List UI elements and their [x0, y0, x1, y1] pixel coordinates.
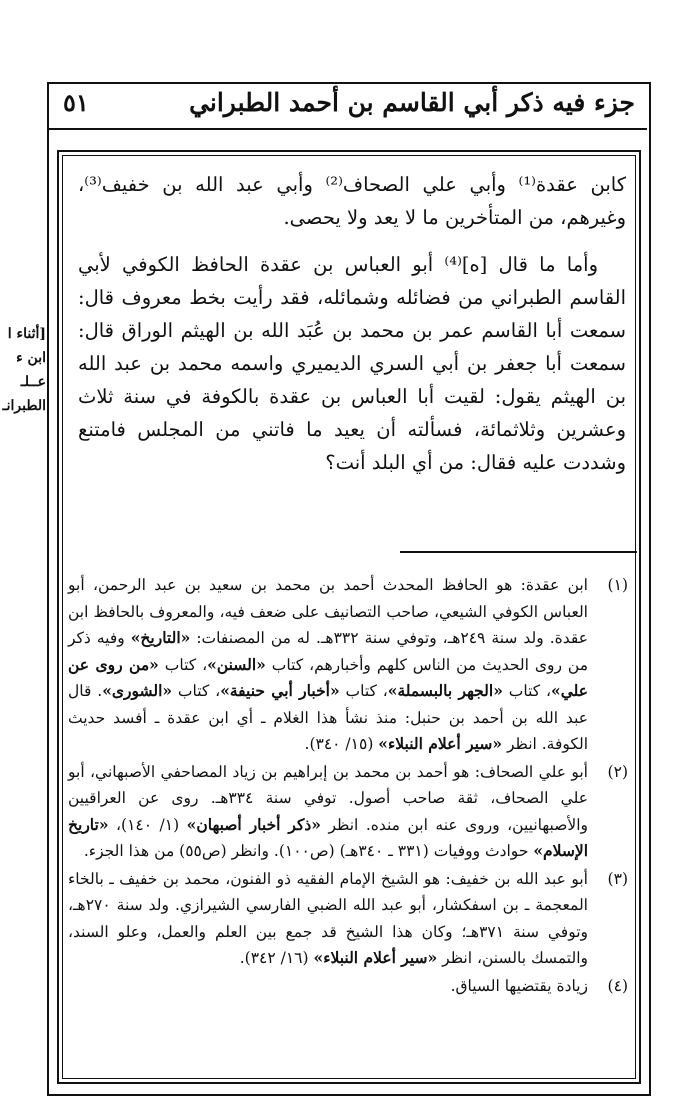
footnote-1 [68, 572, 628, 758]
book-title: «الشورى» [102, 681, 173, 700]
footnote-number: (١) [607, 576, 628, 594]
paragraph-2: وأما ما قال [ه]⁽⁴⁾ أبو العباس بن عقدة الحافظ الكوفي لأبي القاسم الطبراني من فضائله وشمائله، فقد رأيت بخط معروف قال: سمعت أبا القاسم عمر بن محمد بن عُبَد الله بن الهيثم الوراق قال: سمعت أبا جعفر بن أبي السري الديميري واسمه محمد بن عبد الله بن الهيثم يقول: لقيت أبا العباس بن عقدة بالكوفة في سنة ثلاث وعشرين وثلاثمائة، فسألته أن يعيد ما فاتني من المجلس فامتنع وشددت عليه فقال: من أي البلد أنت؟ [78, 253, 626, 474]
book-title: «سير أعلام النبلاء» [313, 948, 438, 967]
margin-note [0, 322, 46, 418]
footnote-4 [68, 973, 628, 1000]
book-title: «من روى عن علي» [68, 654, 589, 700]
footnote-segment: ابن عقدة: هو الحافظ المحدث أحمد بن محمد بن سعيد بن عبد الرحمن، أبو العباس الكوفي الشيعي، صاحب التصانيف على ضعف فيه، والمعروف بالحافظ ابن عقدة. ولد سنة ٢٤٩هـ، وتوفي سنة ٣٣٢هـ. له من المصنفات: [68, 576, 588, 647]
paragraph-1: كابن عقدة⁽¹⁾ وأبي علي الصحاف⁽²⁾ وأبي عبد الله بن خفيف⁽³⁾، وغيرهم، من المتأخرين ما لا يعد ولا يحصى. [78, 173, 627, 229]
footnote-text [68, 572, 588, 758]
book-title: «ذكر أخبار أصبهان» [186, 814, 321, 834]
page-header [47, 82, 647, 130]
footnote-segment: (١/ ١٤٠)، [108, 815, 187, 834]
book-title: «سير أعلام النبلاء» [378, 734, 503, 753]
footnote-text [68, 759, 588, 865]
margin-note-line: عــلـ [20, 374, 46, 390]
footnote-segment: ، كتاب [172, 682, 221, 700]
footnote-segment: (١٦/ ٣٤٢). [239, 949, 314, 967]
footnote-segment: . قال عبد الله بن أحمد بن حنبل: منذ نشأ هذا الغلام ـ أي ابن عقدة ـ أفسد حديث الكوفة. انظر [68, 682, 588, 753]
footnote-segment: (١٥/ ٣٤٠). [304, 735, 379, 753]
book-title: «تاريخ الإسلام» [68, 814, 588, 860]
margin-note-line: الطبرانـ [2, 398, 46, 414]
footnote-segment: حوادث ووفيات (٣٣١ ـ ٣٤٠هـ) (ص١٠٠). وانظر (ص٥٥) من هذا الجزء. [83, 842, 534, 860]
footnote-separator [400, 551, 637, 553]
book-title: «أخبار أبي حنيفة» [220, 681, 340, 700]
margin-note-line: [أثناء ا [7, 326, 46, 342]
footnote-segment: وفيه ذكر من روى الحديث من الناس كلهم وأخبارهم، كتاب [68, 629, 589, 674]
footnote-2 [68, 759, 628, 865]
book-title: «التاريخ» [130, 628, 191, 647]
footnote-segment: أبو عبد الله بن خفيف: هو الشيخ الإمام الفقيه ذو الفنون، محمد بن خفيف ـ بالخاء المعجمة ـ بن اسفكشار، أبو عبد الله الضبي الفارسي الشيرازي. ولد سنة ٢٧٠هـ، وتوفي سنة ٣٧١هـ؛ وكان هذا الشيخ قد جمع بين العلم والعمل، وعلو السند، والتمسك بالسنن، انظر [68, 869, 589, 967]
footnote-3 [68, 866, 628, 972]
page-number: ٥١ [63, 88, 89, 117]
book-title: «الجهر بالبسملة» [387, 681, 503, 700]
footnotes [68, 572, 628, 999]
footnote-segment: ، كتاب [158, 655, 208, 674]
footnote-number: (٣) [607, 869, 628, 888]
footnote-segment: ، كتاب [502, 682, 552, 700]
margin-note-line: ابن ء [16, 350, 46, 366]
footnote-text [68, 866, 588, 972]
footnote-segment: أبو علي الصحاف: هو أحمد بن محمد بن إبراهيم بن زياد المصاحفي الأصبهاني، أبو علي الصحاف، ثقة صاحب أصول. توفي سنة ٣٣٤هـ. روى عن العراقيين والأصبهانيين، وروى عنه ابن منده. انظر [68, 762, 588, 834]
main-text [78, 168, 626, 479]
footnote-text [68, 973, 588, 1000]
footnote-segment: زيادة يقتضيها السياق. [450, 976, 588, 995]
running-title: جزء فيه ذكر أبي القاسم بن أحمد الطبراني [189, 88, 635, 117]
footnote-number: (٢) [607, 762, 628, 781]
footnote-number: (٤) [607, 976, 628, 995]
book-title: «السنن» [207, 654, 266, 674]
footnote-segment: ، كتاب [339, 682, 388, 700]
